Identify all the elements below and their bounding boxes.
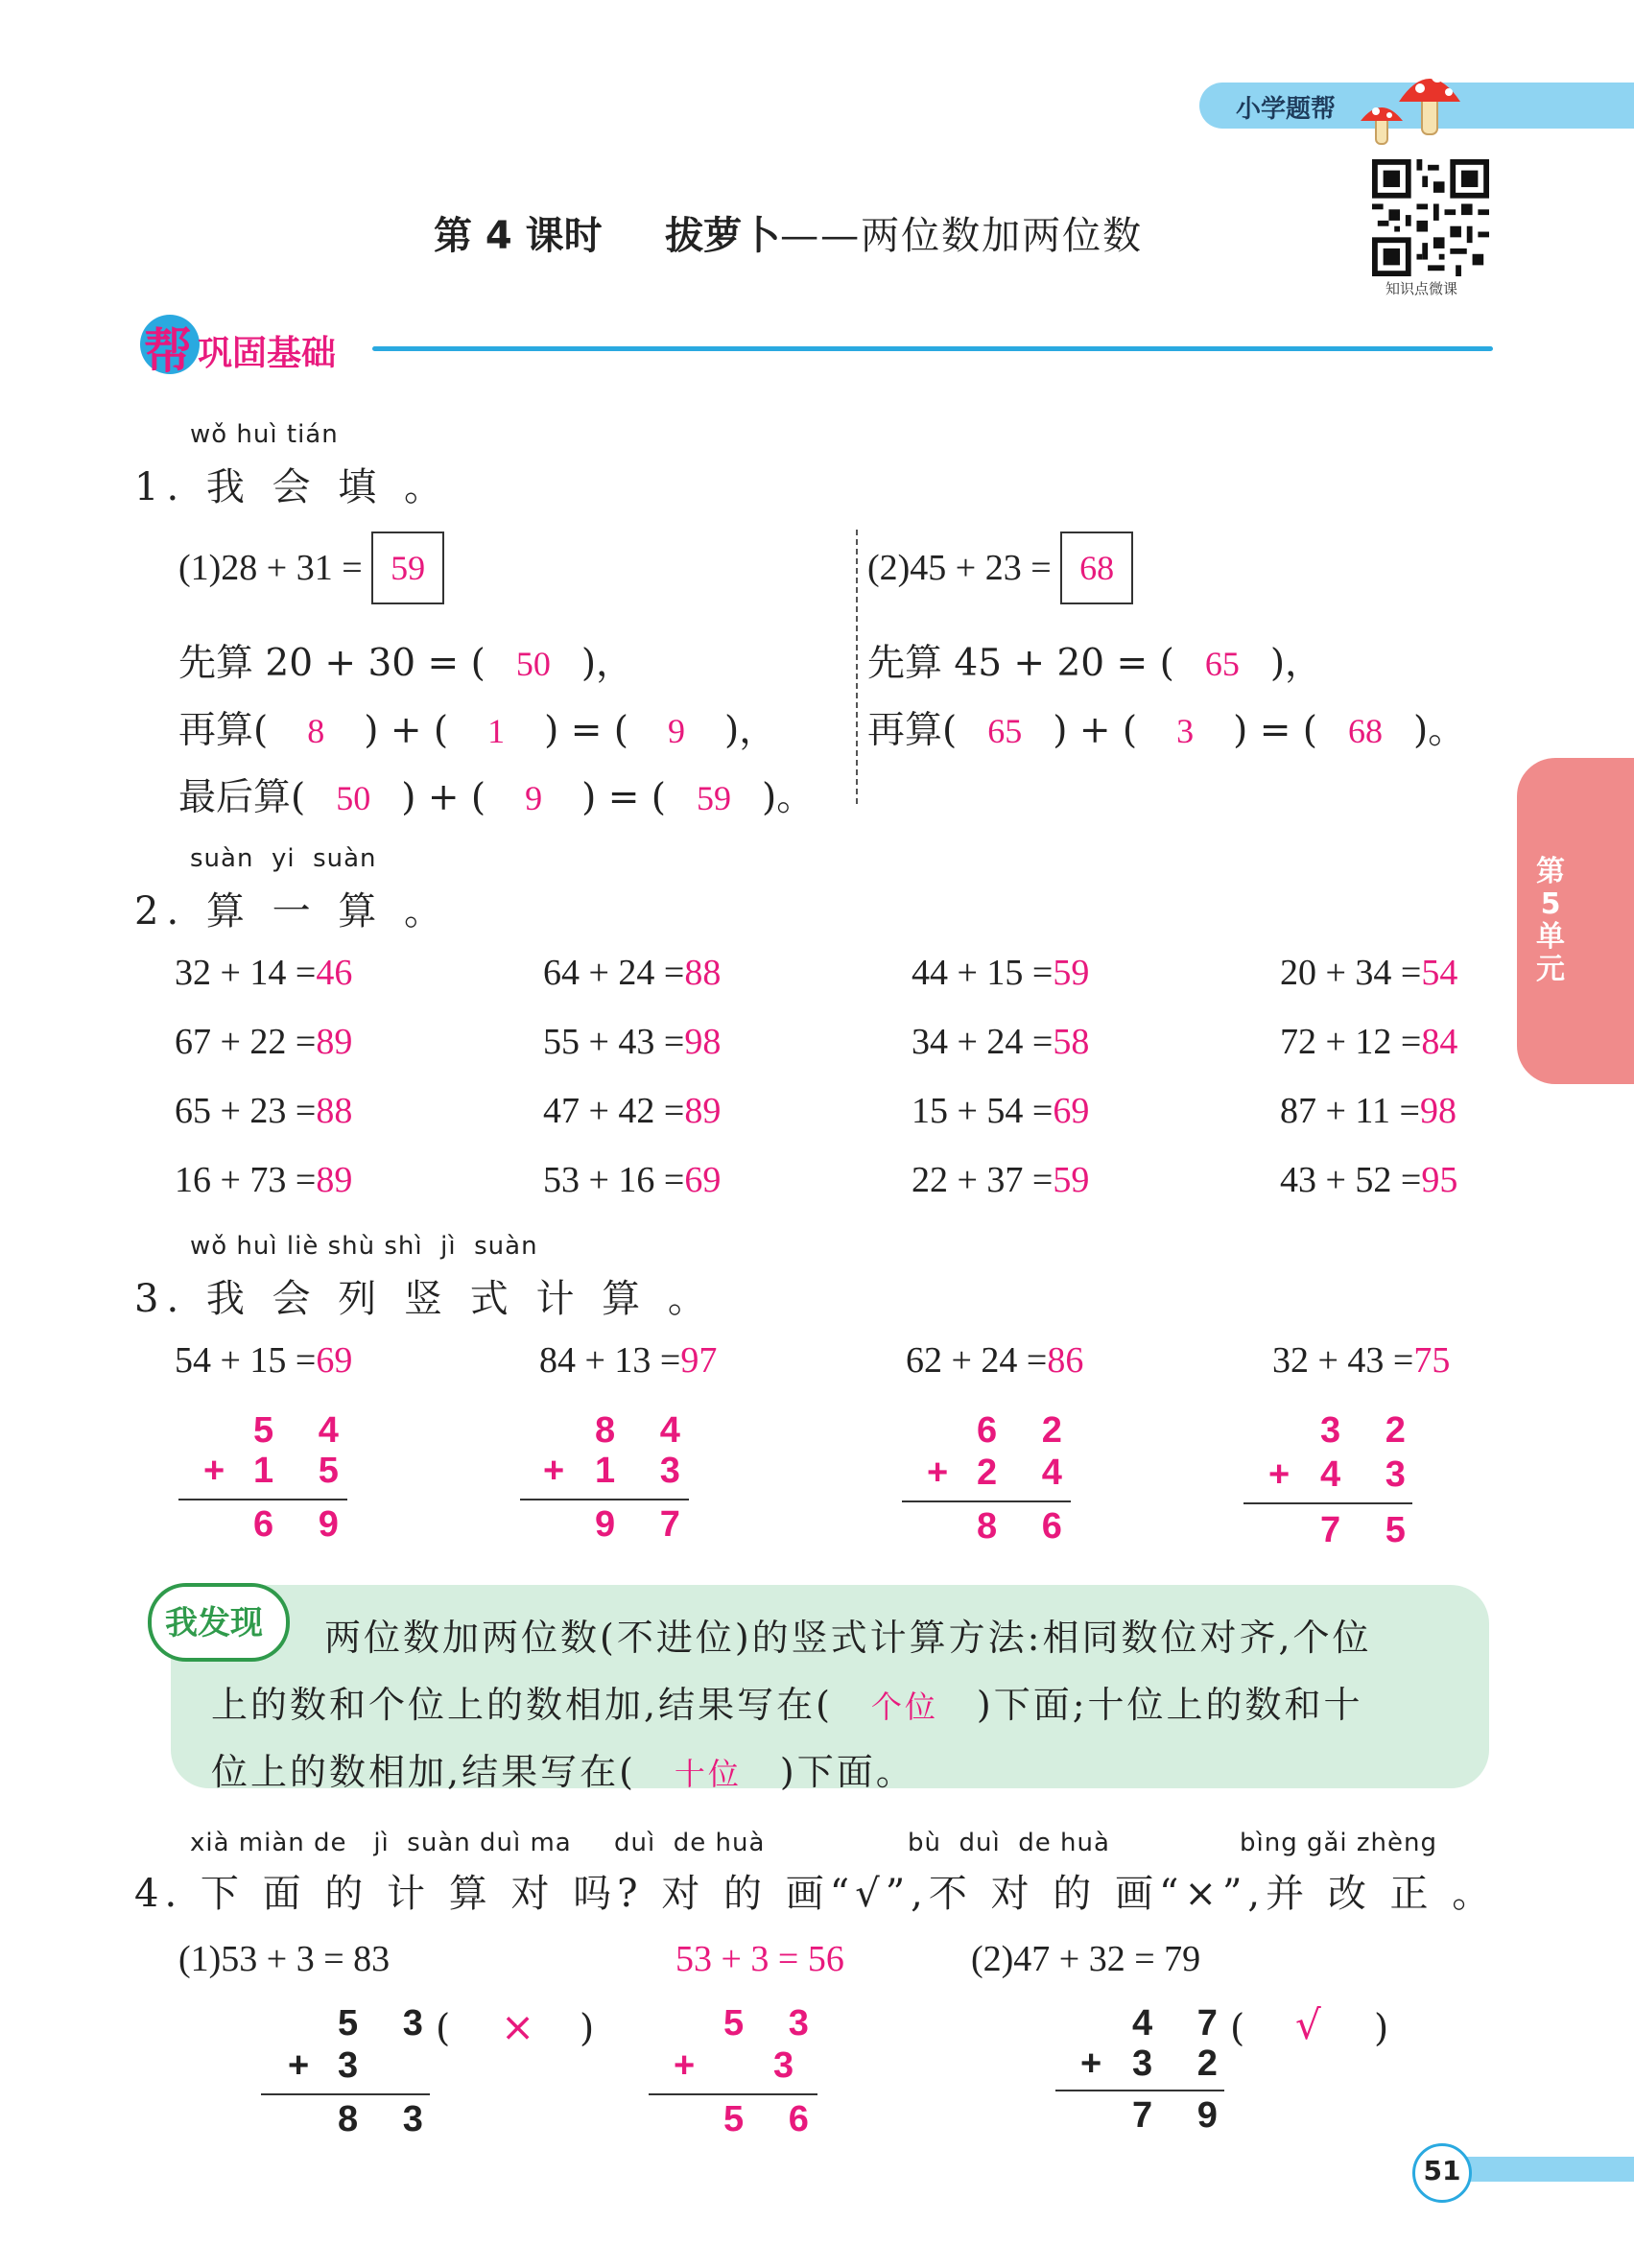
q3-expr: 62 + 24 =86 bbox=[906, 1340, 1084, 1381]
vertical-line bbox=[261, 2093, 430, 2095]
vertical-top: 6 2 bbox=[977, 1410, 1079, 1451]
q2-item: 16 + 73 =89 bbox=[175, 1160, 353, 1200]
q2-item: 72 + 12 =84 bbox=[1280, 1022, 1458, 1062]
vertical-line bbox=[649, 2093, 817, 2095]
q1-title: 1. 我 会 填 。 bbox=[134, 465, 451, 509]
lesson-topic: ——两位数加两位数 bbox=[780, 214, 1144, 258]
vertical-bottom: 1 3 bbox=[595, 1451, 698, 1491]
vertical-bottom: 1 5 bbox=[253, 1451, 356, 1491]
q1-part2-line1: 先算 45 + 20 = ( 65 )， bbox=[867, 642, 1323, 685]
section-rule bbox=[372, 346, 1493, 351]
q2-item: 65 + 23 =88 bbox=[175, 1091, 353, 1131]
vertical-result: 5 6 bbox=[723, 2099, 826, 2139]
vertical-bottom: 3 2 bbox=[1132, 2044, 1235, 2084]
q2-item: 55 + 43 =98 bbox=[543, 1022, 722, 1062]
q1-part1-line3: 最后算( 50 ) + ( 9 ) = ( 59 )。 bbox=[178, 776, 815, 819]
plus-sign: + bbox=[203, 1451, 243, 1491]
q4-pinyin-1: xià miàn de jì suàn duì ma bbox=[190, 1829, 572, 1857]
q2-pinyin: suàn yi suàn bbox=[190, 844, 377, 873]
plus-sign: + bbox=[288, 2045, 327, 2086]
q2-item: 32 + 14 =46 bbox=[175, 953, 353, 993]
qr-code-icon[interactable] bbox=[1372, 159, 1489, 276]
vertical-line bbox=[902, 1500, 1071, 1502]
q2-item: 43 + 52 =95 bbox=[1280, 1160, 1458, 1200]
q1-part1-expr: (1)28 + 31 = 59 bbox=[178, 532, 444, 604]
q1-divider bbox=[856, 530, 858, 804]
plus-sign: + bbox=[543, 1451, 582, 1491]
vertical-result: 6 9 bbox=[253, 1504, 356, 1545]
vertical-line bbox=[520, 1499, 689, 1500]
vertical-top: 4 7 bbox=[1132, 2003, 1235, 2044]
vertical-line bbox=[1243, 1502, 1412, 1504]
vertical-bottom: 4 3 bbox=[1320, 1454, 1423, 1495]
answer-box[interactable]: 59 bbox=[371, 532, 444, 604]
paren-close: ) bbox=[580, 2007, 595, 2050]
q3-expr: 54 + 15 =69 bbox=[175, 1340, 353, 1381]
vertical-line bbox=[178, 1499, 347, 1500]
q3-expr: 84 + 13 =97 bbox=[539, 1340, 718, 1381]
section-badge-char: 帮 bbox=[144, 323, 192, 379]
q2-item: 22 + 37 =59 bbox=[912, 1160, 1090, 1200]
q3-title: 3. 我 会 列 竖 式 计 算 。 bbox=[134, 1277, 714, 1321]
q2-item: 44 + 15 =59 bbox=[912, 953, 1090, 993]
plus-sign: + bbox=[674, 2045, 713, 2086]
q4-pinyin-2: duì de huà bbox=[614, 1829, 766, 1857]
vertical-top: 8 4 bbox=[595, 1410, 698, 1451]
vertical-result: 9 7 bbox=[595, 1504, 698, 1545]
q4-pinyin-3: bù duì de huà bbox=[908, 1829, 1110, 1857]
vertical-top: 5 4 bbox=[253, 1410, 356, 1451]
page-number: 51 bbox=[1423, 2155, 1461, 2186]
paren-open: ( bbox=[436, 2007, 451, 2050]
vertical-top: 5 3 bbox=[723, 2003, 826, 2044]
mark-wrong: × bbox=[501, 2003, 535, 2050]
q4-part1-expr: (1)53 + 3 = 83 bbox=[178, 1939, 391, 1979]
discover-line1: 两位数加两位数(不进位)的竖式计算方法:相同数位对齐,个位 bbox=[324, 1617, 1372, 1659]
vertical-result: 7 5 bbox=[1320, 1510, 1423, 1550]
mark-correct: √ bbox=[1295, 2001, 1321, 2048]
vertical-bottom: 3 bbox=[338, 2045, 376, 2086]
plus-sign: + bbox=[927, 1453, 966, 1493]
q2-item: 53 + 16 =69 bbox=[543, 1160, 722, 1200]
plus-sign: + bbox=[1268, 1454, 1308, 1495]
q4-part2-expr: (2)47 + 32 = 79 bbox=[971, 1939, 1201, 1979]
q4-title: 4. 下 面 的 计 算 对 吗? 对 的 画“√”,不 对 的 画“×”,并 改 正 。 bbox=[134, 1872, 1497, 1916]
unit-tab-label: 第 5 单 元 bbox=[1536, 855, 1565, 986]
discover-line2: 上的数和个位上的数相加,结果写在( 个位 )下面;十位上的数和十 bbox=[211, 1684, 1363, 1726]
paren-close: ) bbox=[1374, 2007, 1389, 2050]
q2-item: 47 + 42 =89 bbox=[543, 1091, 722, 1131]
q4-pinyin-4: bìng gǎi zhèng bbox=[1240, 1829, 1438, 1857]
vertical-top: 3 2 bbox=[1320, 1410, 1423, 1451]
plus-sign: + bbox=[1080, 2044, 1120, 2084]
vertical-bottom: 3 bbox=[773, 2045, 812, 2086]
mushroom-icon bbox=[1353, 56, 1468, 152]
vertical-result: 7 9 bbox=[1132, 2095, 1235, 2136]
q1-part2-expr: (2)45 + 23 = 68 bbox=[867, 532, 1133, 604]
page-title bbox=[434, 205, 1143, 260]
lesson-name: 拔萝卜 bbox=[665, 214, 781, 258]
vertical-result: 8 6 bbox=[977, 1506, 1079, 1547]
q2-title: 2. 算 一 算 。 bbox=[134, 889, 451, 933]
q1-part1-line2: 再算( 8 ) + ( 1 ) = ( 9 )， bbox=[178, 709, 777, 752]
qr-caption: 知识点微课 bbox=[1385, 280, 1458, 297]
q1-pinyin: wǒ huì tián bbox=[190, 420, 339, 449]
q4-correction-expr: 53 + 3 = 56 bbox=[675, 1939, 844, 1979]
answer-box[interactable]: 68 bbox=[1060, 532, 1133, 604]
q2-item: 64 + 24 =88 bbox=[543, 953, 722, 993]
q2-item: 87 + 11 =98 bbox=[1280, 1091, 1456, 1131]
q2-item: 15 + 54 =69 bbox=[912, 1091, 1090, 1131]
q2-item: 34 + 24 =58 bbox=[912, 1022, 1090, 1062]
discover-badge-text: 我发现 bbox=[165, 1604, 263, 1642]
vertical-result: 8 3 bbox=[338, 2099, 440, 2139]
section-title: 巩固基础 bbox=[198, 334, 337, 373]
discover-text bbox=[211, 1604, 1372, 1671]
vertical-top: 5 3 bbox=[338, 2003, 440, 2044]
paren-open: ( bbox=[1230, 2007, 1245, 2050]
q3-expr: 32 + 43 =75 bbox=[1272, 1340, 1451, 1381]
vertical-bottom: 2 4 bbox=[977, 1453, 1079, 1493]
lesson-label: 第 4 课时 bbox=[434, 214, 603, 258]
discover-line3: 位上的数相加,结果写在( 十位 )下面。 bbox=[211, 1751, 915, 1793]
q2-item: 20 + 34 =54 bbox=[1280, 953, 1458, 993]
vertical-line bbox=[1055, 2090, 1224, 2091]
q1-part2-line2: 再算( 65 ) + ( 3 ) = ( 68 )。 bbox=[867, 709, 1466, 752]
brand-label: 小学题帮 bbox=[1236, 95, 1337, 124]
q1-part1-line1: 先算 20 + 30 = ( 50 )， bbox=[178, 642, 634, 685]
q2-item: 67 + 22 =89 bbox=[175, 1022, 353, 1062]
q3-pinyin: wǒ huì liè shù shì jì suàn bbox=[190, 1232, 538, 1261]
